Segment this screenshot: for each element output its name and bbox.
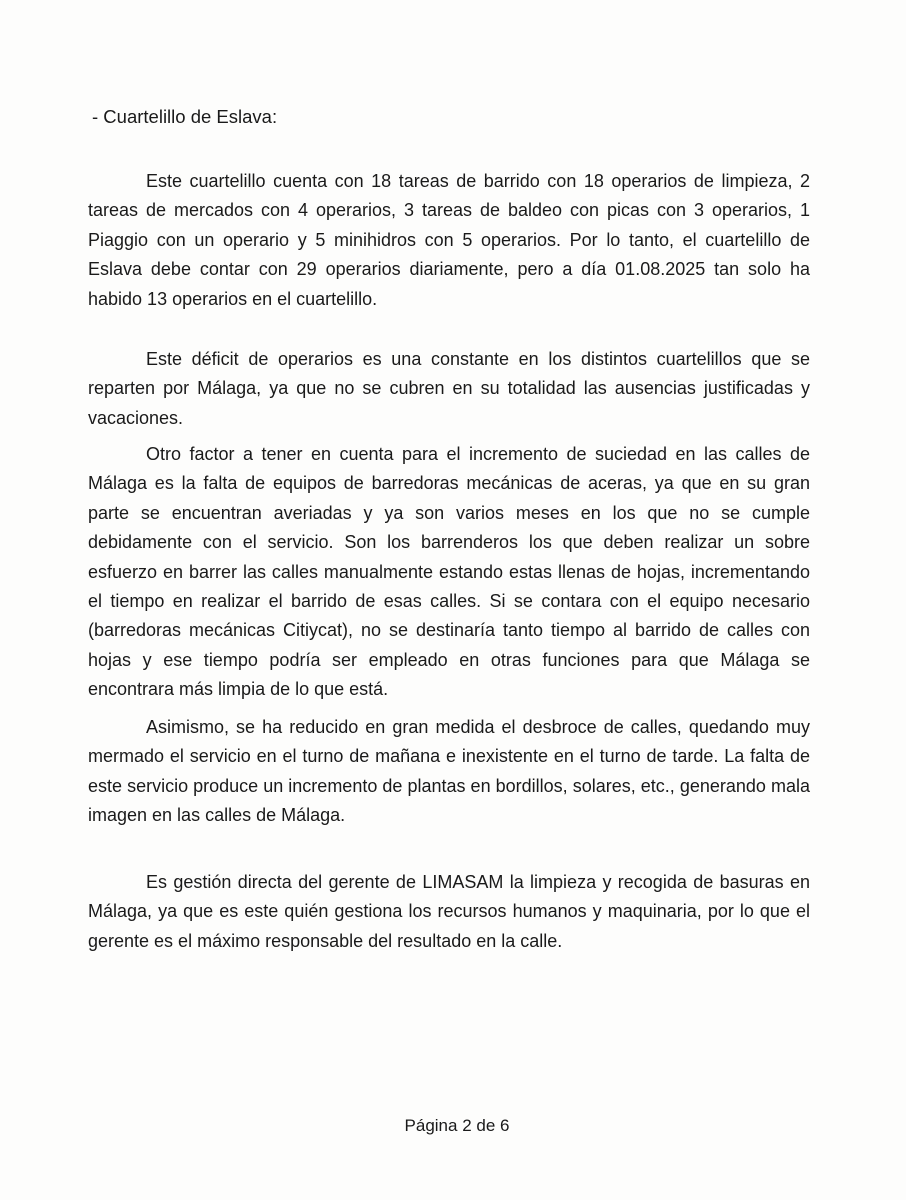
page-number: Página 2 de 6	[404, 1116, 510, 1135]
paragraph-staffing-eslava: Este cuartelillo cuenta con 18 tareas de barrido con 18 operarios de limpieza, 2 tareas de mercados con 4 operarios, 3 tareas de baldeo con picas con 3 operarios, 1 Piaggio con un operario y 5 minihidros con 5 operarios. Por lo tanto, el cuartelillo de Eslava debe contar con 29 operarios diariamente, pero a día 01.08.2025 tan solo ha habido 13 operarios en el cuartelillo.	[88, 171, 810, 309]
section-heading: - Cuartelillo de Eslava:	[92, 106, 278, 127]
paragraph-manager-responsibility: Es gestión directa del gerente de LIMASAM la limpieza y recogida de basuras en Málaga, ya que es este quién gestiona los recursos humanos y maquinaria, por lo que el gerente es el máximo responsable del resultado en la calle.	[88, 872, 810, 951]
paragraph-staff-deficit: Este déficit de operarios es una constante en los distintos cuartelillos que se reparten por Málaga, ya que no se cubren en su totalidad las ausencias justificadas y vacaciones.	[88, 349, 810, 428]
paragraph-weeding-service: Asimismo, se ha reducido en gran medida el desbroce de calles, quedando muy mermado el servicio en el turno de mañana e inexistente en el turno de tarde. La falta de este servicio produce un incremento de plantas en bordillos, solares, etc., generando mala imagen en las calles de Málaga.	[88, 717, 810, 826]
paragraph-sweeper-equipment: Otro factor a tener en cuenta para el incremento de suciedad en las calles de Málaga es la falta de equipos de barredoras mecánicas de aceras, ya que en su gran parte se encuentran averiadas y ya son varios meses en los que no se cumple debidamente con el servicio. Son los barrenderos los que deben realizar un sobre esfuerzo en barrer las calles manualmente estando estas llenas de hojas, incrementando el tiempo en realizar el barrido de esas calles. Si se contara con el equipo necesario (barredoras mecánicas Citiycat), no se destinaría tanto tiempo al barrido de calles con hojas y ese tiempo podría ser empleado en otras funciones para que Málaga se encontrara más limpia de lo que está.	[88, 444, 810, 700]
